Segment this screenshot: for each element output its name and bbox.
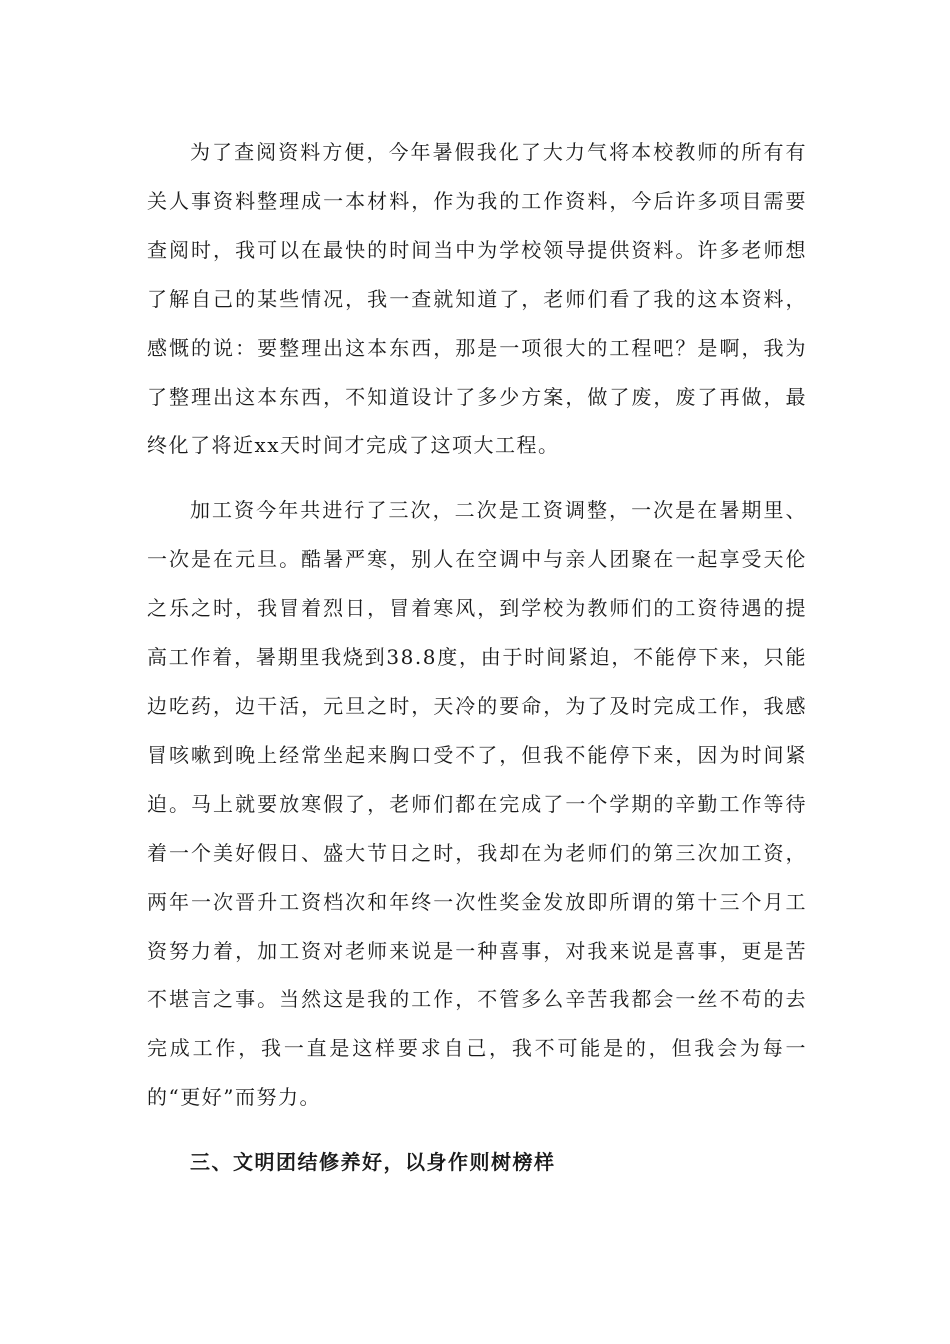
paragraph-personnel-records: 为了查阅资料方便，今年暑假我化了大力气将本校教师的所有有关人事资料整理成一本材料，作为我的工作资料，今后许多项目需要查阅时，我可以在最快的时间当中为学校领导提供资料。许多老师想了解自己的某些情况，我一查就知道了，老师们看了我的这本资料，感慨的说：要整理出这本东西，那是一项很大的工程吧？是啊，我为了整理出这本东西，不知道设计了多少方案，做了废，废了再做，最终化了将近xx天时间才完成了这项大工程。	[147, 140, 807, 458]
paragraph-salary-work: 加工资今年共进行了三次，二次是工资调整，一次是在暑期里、一次是在元旦。酷暑严寒，别人在空调中与亲人团聚在一起享受天伦之乐之时，我冒着烈日，冒着寒风，到学校为教师们的工资待遇的提高工作着，暑期里我烧到38.8度，由于时间紧迫，不能停下来，只能边吃药，边干活，元旦之时，天冷的要命，为了及时完成工作，我感冒咳嗽到晚上经常坐起来胸口受不了，但我不能停下来，因为时间紧迫。马上就要放寒假了，老师们都在完成了一个学期的辛勤工作等待着一个美好假日、盛大节日之时，我却在为老师们的第三次加工资，两年一次晋升工资档次和年终一次性奖金发放即所谓的第十三个月工资努力着，加工资对老师来说是一种喜事，对我来说是喜事，更是苦不堪言之事。当然这是我的工作，不管多么辛苦我都会一丝不苟的去完成工作，我一直是这样要求自己，我不可能是的，但我会为每一的“更好”而努力。	[147, 498, 807, 1110]
section-heading: 三、文明团结修养好，以身作则树榜样	[190, 1150, 556, 1175]
document-body	[147, 128, 807, 1187]
